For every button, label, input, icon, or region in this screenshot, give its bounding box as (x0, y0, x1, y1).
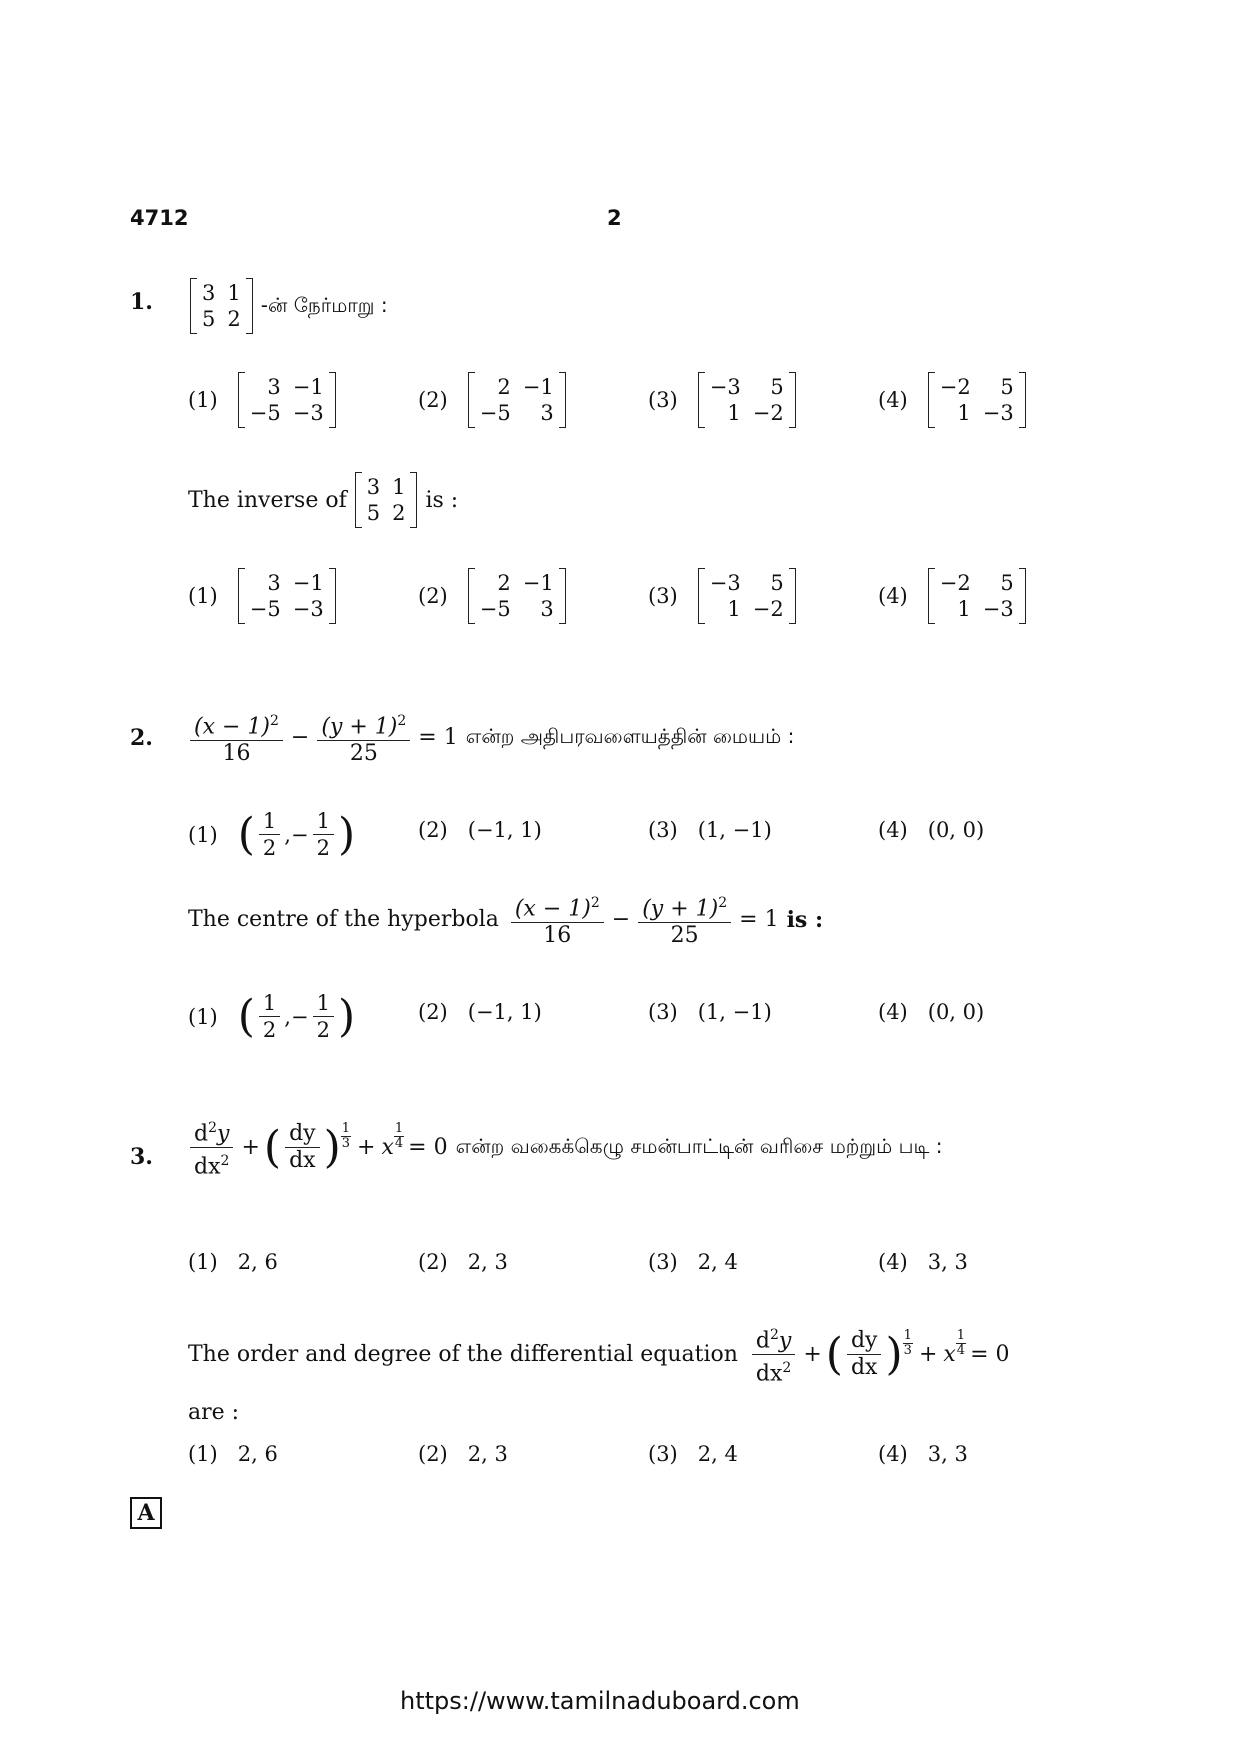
q1-option-4-english[interactable]: (4) −2 5 1 −3 (878, 568, 1026, 624)
q2-option-2[interactable]: (2) (−1, 1) (418, 818, 542, 842)
q3-option-2[interactable]: (2) 2, 3 (418, 1250, 508, 1274)
question-1-english: The inverse of 3 1 5 2 is : (188, 472, 458, 528)
q2-option-1[interactable]: (1) ( $\frac{1}{2}$ , − $\frac{1}{2}$ ) (188, 808, 356, 860)
q3-option-2-english[interactable]: (2) 2, 3 (418, 1442, 508, 1466)
q1-option-1[interactable]: (1) 3 −1 −5 −3 (188, 372, 336, 428)
question-1-number: 1. (130, 289, 153, 315)
question-2-tamil: $\frac{(x - 1)^2}{16}$ − $\frac{(y + 1)^2}{25}$ = 1 என்ற அதிபரவளையத்தின் மையம் : (186, 708, 794, 767)
q3-d2y-dx2: $\frac{d^2y}{dx^2}$ (190, 1115, 233, 1181)
question-2-number: 2. (130, 725, 153, 751)
page-number: 2 (607, 206, 622, 230)
q2-fraction-x: $\frac{(x - 1)^2}{16}$ (190, 708, 283, 767)
q2-option-3-english[interactable]: (3) (1, −1) (648, 1000, 772, 1024)
q1-option-3[interactable]: (3) −3 5 1 −2 (648, 372, 796, 428)
q3-option-4-english[interactable]: (4) 3, 3 (878, 1442, 968, 1466)
q3-tamil-text: என்ற வகைக்கெழு சமன்பாட்டின் வரிசை மற்றும் படி : (455, 1134, 943, 1159)
q1-option-4[interactable]: (4) −2 5 1 −3 (878, 372, 1026, 428)
q2-tamil-text: என்ற அதிபரவளையத்தின் மையம் : (465, 724, 795, 749)
version-box: A (130, 1497, 162, 1529)
q1-option-1-english[interactable]: (1) 3 −1 −5 −3 (188, 568, 336, 624)
q1-matrix-english: 3 1 5 2 (355, 472, 418, 528)
question-2-english: The centre of the hyperbola $\frac{(x - 1)^2}{16}$ − $\frac{(y + 1)^2}{25}$ = 1 is : (188, 890, 823, 949)
q1-matrix: 3 1 5 2 (190, 278, 253, 334)
q2-fraction-y: $\frac{(y + 1)^2}{25}$ (317, 708, 410, 767)
q3-option-1[interactable]: (1) 2, 6 (188, 1250, 278, 1274)
q3-option-4[interactable]: (4) 3, 3 (878, 1250, 968, 1274)
q2-option-2-english[interactable]: (2) (−1, 1) (418, 1000, 542, 1024)
q2-option-1-english[interactable]: (1) ( $\frac{1}{2}$ , − $\frac{1}{2}$ ) (188, 990, 356, 1042)
paper-code: 4712 (130, 206, 189, 230)
question-3-tamil: $\frac{d^2y}{dx^2}$ + ( $\frac{dy}{dx}$ ) 1 3 + x $\frac{1}{4}$ = 0 என்ற வகைக்கெழு சமன்பாட்டின் வரிசை மற்றும் படி : (186, 1115, 942, 1181)
q1-tamil-text: -ன் நேர்மாறு : (260, 292, 388, 317)
q3-option-1-english[interactable]: (1) 2, 6 (188, 1442, 278, 1466)
source-url[interactable]: https://www.tamilnaduboard.com (400, 1687, 800, 1715)
q2-option-4-english[interactable]: (4) (0, 0) (878, 1000, 985, 1024)
question-3-english: The order and degree of the differential equation $\frac{d^2y}{dx^2}$ + ( $\frac{dy}{dx}$ ) 1 3 + x $\frac{1}{4}$ = 0 (188, 1322, 1010, 1388)
question-1-tamil (190, 278, 388, 334)
q3-option-3[interactable]: (3) 2, 4 (648, 1250, 738, 1274)
q3-english-suffix: are : (188, 1400, 240, 1425)
q1-option-2[interactable]: (2) 2 −1 −5 3 (418, 372, 566, 428)
q3-option-3-english[interactable]: (3) 2, 4 (648, 1442, 738, 1466)
q1-option-3-english[interactable]: (3) −3 5 1 −2 (648, 568, 796, 624)
question-3-number: 3. (130, 1144, 153, 1170)
q2-option-4[interactable]: (4) (0, 0) (878, 818, 985, 842)
q2-option-3[interactable]: (3) (1, −1) (648, 818, 772, 842)
q1-option-2-english[interactable]: (2) 2 −1 −5 3 (418, 568, 566, 624)
